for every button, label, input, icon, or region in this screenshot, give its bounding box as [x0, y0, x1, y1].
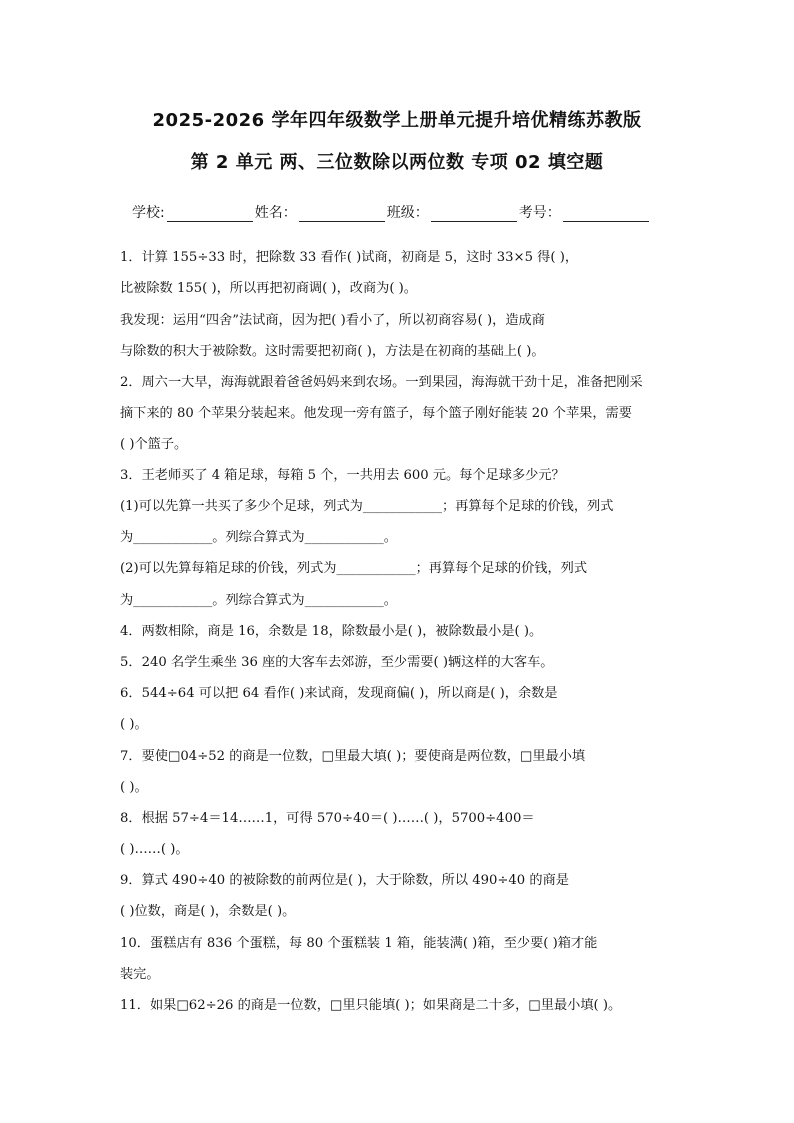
question-line: 摘下来的 80 个苹果分装起来。他发现一旁有篮子，每个篮子刚好能装 20 个苹果，需要 [120, 406, 632, 421]
name-blank[interactable] [299, 207, 385, 222]
class-label: 班级： [386, 205, 429, 221]
question-line: ( )个篮子。 [120, 437, 188, 452]
question-line: 9．算式 490÷40 的被除数的前两位是( )，大于除数，所以 490÷40 的商是 [120, 873, 569, 888]
question-line: 比被除数 155( )，所以再把初商调( )，改商为( )。 [120, 281, 417, 296]
question-line: ( )。 [120, 717, 148, 732]
question-line: 装完。 [120, 967, 160, 982]
question-line: 为____________。列综合算式为____________。 [120, 530, 397, 545]
question-line: 3．王老师买了 4 箱足球，每箱 5 个，一共用去 600 元。每个足球多少元？ [120, 468, 565, 483]
question-line: 7．要使□04÷52 的商是一位数，□里最大填( )；要使商是两位数，□里最小填 [120, 749, 586, 764]
question-line: 1．计算 155÷33 时，把除数 33 看作( )试商，初商是 5，这时 33×5 得( )， [120, 250, 579, 265]
exam-no-blank[interactable] [563, 207, 649, 222]
question-line: ( )。 [120, 780, 148, 795]
question-line: (2)可以先算每箱足球的价钱，列式为____________；再算每个足球的价钱，列式 [120, 561, 588, 576]
question-line: 为____________。列综合算式为____________。 [120, 593, 397, 608]
question-line: 6．544÷64 可以把 64 看作( )来试商，发现商偏( )，所以商是( )，余数是 [120, 686, 558, 701]
class-blank[interactable] [431, 207, 517, 222]
school-blank[interactable] [167, 207, 253, 222]
question-line: 10．蛋糕店有 836 个蛋糕，每 80 个蛋糕装 1 箱，能装满( )箱，至少要( )箱才能 [120, 936, 598, 951]
question-line: 11．如果□62÷26 的商是一位数，□里只能填( )；如果商是二十多，□里最小填( )。 [120, 998, 622, 1013]
question-line: 5．240 名学生乘坐 36 座的大客车去郊游，至少需要( )辆这样的大客车。 [120, 655, 554, 670]
school-label: 学校: [132, 205, 165, 221]
exam-no-label: 考号： [518, 205, 561, 221]
question-line: 4．两数相除，商是 16，余数是 18，除数最小是( )，被除数最小是( )。 [120, 624, 543, 639]
page-title: 2025-2026 学年四年级数学上册单元提升培优精练苏教版 [152, 110, 642, 131]
question-line: 8．根据 57÷4＝14……1，可得 570÷40＝( )……( )，5700÷400＝ [120, 811, 535, 826]
question-line: ( )……( )。 [120, 842, 189, 857]
page-subtitle: 第 2 单元 两、三位数除以两位数 专项 02 填空题 [190, 152, 604, 173]
question-line: 与除数的积大于被除数。这时需要把初商( )，方法是在初商的基础上( )。 [120, 344, 545, 359]
student-info-row [132, 202, 651, 222]
question-line: (1)可以先算一共买了多少个足球，列式为____________；再算每个足球的价钱，列式 [120, 499, 614, 514]
name-label: 姓名： [254, 205, 297, 221]
question-line: 2．周六一大早，海海就跟着爸爸妈妈来到农场。一到果园，海海就干劲十足，准备把刚采 [120, 375, 643, 390]
question-line: ( )位数，商是( )，余数是( )。 [120, 904, 296, 919]
question-line: 我发现：运用“四舍”法试商，因为把( )看小了，所以初商容易( )，造成商 [120, 313, 545, 328]
